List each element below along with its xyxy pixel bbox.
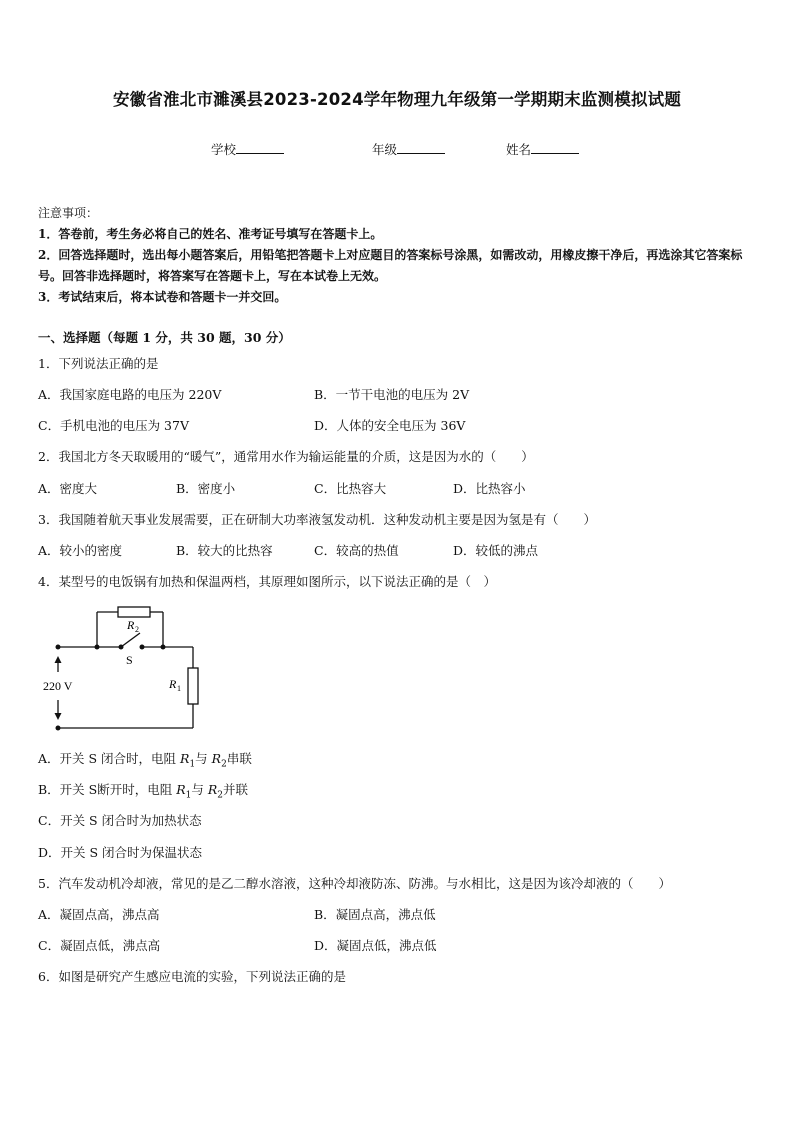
note-2: 2．回答选择题时，选出每小题答案后，用铅笔把答题卡上对应题目的答案标号涂黑，如需改动，用橡皮擦干净后，再选涂其它答案标号。回答非选择题时，将答案写在答题卡上，写在本试卷上无效。	[38, 248, 743, 283]
q1-option-a[interactable]: A．我国家庭电路的电压为 220V	[38, 387, 222, 402]
q5-option-d[interactable]: D．凝固点低，沸点低	[314, 938, 437, 953]
grade-blank[interactable]	[397, 140, 445, 154]
q2-option-d[interactable]: D．比热容小	[453, 481, 526, 496]
q3-option-b[interactable]: B．较大的比热容	[176, 543, 273, 558]
r2-label: R	[127, 618, 135, 632]
r1-resistor	[188, 668, 198, 704]
name-label: 姓名	[506, 142, 532, 157]
name-blank[interactable]	[531, 140, 579, 154]
q2-option-c[interactable]: C．比热容大	[314, 481, 387, 496]
page-title: 安徽省淮北市濉溪县2023-2024学年物理九年级第一学期期末监测模拟试题	[112, 90, 682, 109]
q5-option-b[interactable]: B．凝固点高，沸点低	[314, 907, 436, 922]
switch-label: S	[126, 653, 133, 667]
q5-stem: 5．汽车发动机冷却液，常见的是乙二醇水溶液，这种冷却液防冻、防沸。与水相比，这是因为该冷却液的（ ）	[38, 876, 671, 891]
q5-option-a[interactable]: A．凝固点高，沸点高	[38, 907, 160, 922]
q3-option-a[interactable]: A．较小的密度	[38, 543, 123, 558]
q4-stem: 4．某型号的电饭锅有加热和保温两档，其原理如图所示，以下说法正确的是（ ）	[38, 574, 496, 589]
section-heading: 一、选择题（每题 1 分，共 30 题，30 分）	[38, 330, 291, 345]
note-3: 3．考试结束后，将本试卷和答题卡一并交回。	[38, 290, 287, 304]
notes-block	[38, 203, 760, 308]
q4-option-c[interactable]: C．开关 S 闭合时为加热状态	[38, 813, 202, 828]
voltage-label: 220 V	[43, 679, 73, 693]
r1-label-sub: 1	[177, 684, 181, 693]
r1-label: R	[169, 677, 177, 691]
q1-option-b[interactable]: B．一节干电池的电压为 2V	[314, 387, 470, 402]
q3-stem: 3．我国随着航天事业发展需要，正在研制大功率液氢发动机．这种发动机主要是因为氢是有（ ）	[38, 512, 596, 527]
grade-label: 年级	[372, 142, 398, 157]
q1-stem: 1．下列说法正确的是	[38, 356, 159, 371]
q2-option-b[interactable]: B．密度小	[176, 481, 236, 496]
school-blank[interactable]	[236, 140, 284, 154]
r2-resistor	[118, 607, 150, 617]
switch-blade	[121, 633, 140, 647]
q2-stem: 2．我国北方冬天取暖用的“暖气”，通常用水作为输运能量的介质，这是因为水的（ ）	[38, 449, 534, 464]
school-label: 学校	[211, 142, 237, 157]
r2-label-sub: 2	[135, 625, 139, 634]
q3-option-c[interactable]: C．较高的热值	[314, 543, 399, 558]
q4-option-a[interactable]: A．开关 S 闭合时，电阻 $R_1$与 $R_2$串联	[38, 751, 252, 770]
q5-option-c[interactable]: C．凝固点低，沸点高	[38, 938, 161, 953]
q6-stem: 6．如图是研究产生感应电流的实验，下列说法正确的是	[38, 969, 346, 984]
q1-option-c[interactable]: C．手机电池的电压为 37V	[38, 418, 189, 433]
q4-option-b[interactable]: B．开关 S断开时，电阻 $R_1$与 $R_2$并联	[38, 782, 249, 801]
notes-heading: 注意事项：	[38, 206, 99, 220]
school-field	[211, 140, 284, 158]
name-field	[506, 140, 579, 158]
q1-option-d[interactable]: D．人体的安全电压为 36V	[314, 418, 466, 433]
grade-field	[372, 140, 445, 158]
circuit-diagram	[38, 600, 208, 735]
q4-option-d[interactable]: D．开关 S 闭合时为保温状态	[38, 845, 203, 860]
note-1: 1．答卷前，考生务必将自己的姓名、准考证号填写在答题卡上。	[38, 227, 383, 241]
q3-option-d[interactable]: D．较低的沸点	[453, 543, 539, 558]
q2-option-a[interactable]: A．密度大	[38, 481, 98, 496]
